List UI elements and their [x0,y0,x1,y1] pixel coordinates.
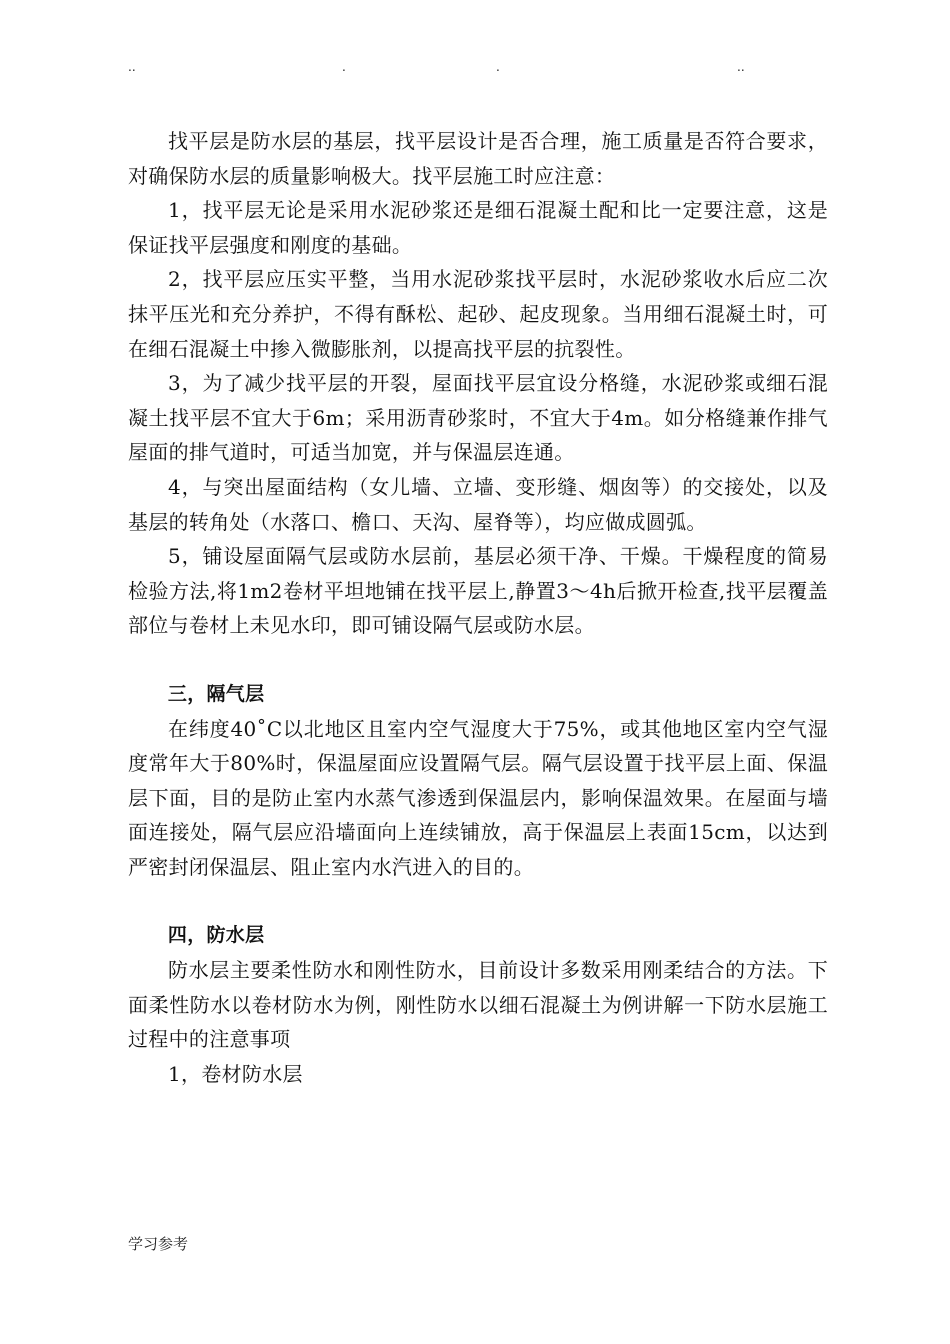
page-footer: 学习参考 [128,1235,189,1253]
paragraph-item-1: 1，找平层无论是采用水泥砂浆还是细石混凝土配和比一定要注意，这是保证找平层强度和刚度的基础。 [128,198,828,257]
header-mark-4: .. [737,60,745,74]
section-gap [128,884,828,918]
header-mark-2: . [342,60,346,74]
paragraph-item-5: 5，铺设屋面隔气层或防水层前，基层必须干净、干燥。干燥程度的简易检验方法,将1m2卷材平坦地铺在找平层上,静置3～4h后掀开检查,找平层覆盖部位与卷材上未见水印，即可铺设隔气层或防水层。 [128,544,828,638]
section-heading-waterproof-layer: 四，防水层 [167,924,265,947]
paragraph-item-4: 4，与突出屋面结构（女儿墙、立墙、变形缝、烟囱等）的交接处，以及基层的转角处（水落口、檐口、天沟、屋脊等），均应做成圆弧。 [128,474,828,534]
paragraph-item-2: 2，找平层应压实平整，当用水泥砂浆找平层时，水泥砂浆收水后应二次抹平压光和充分养护，不得有酥松、起砂、起皮现象。当用细石混凝土时，可在细石混凝土中掺入微膨胀剂，以提高找平层的抗裂性。 [128,267,828,361]
section-gap [128,643,828,677]
paragraph-item-3: 3，为了减少找平层的开裂，屋面找平层宜设分格缝，水泥砂浆或细石混凝土找平层不宜大于6m；采用沥青砂浆时，不宜大于4m。如分格缝兼作排气屋面的排气道时，可适当加宽，并与保温层连通。 [128,371,828,465]
paragraph-membrane-layer: 1，卷材防水层 [168,1061,303,1086]
document-body [128,124,828,1091]
header-mark-1: .. [128,60,136,74]
paragraph-vapor-barrier: 在纬度40˚C以北地区且室内空气湿度大于75%，或其他地区室内空气湿度常年大于80%时，保温屋面应设置隔气层。隔气层设置于找平层上面、保温层下面，目的是防止室内水蒸气渗透到保温层内，影响保温效果。在屋面与墙面连接处，隔气层应沿墙面向上连续铺放，高于保温层上表面15cm，以达到严密封闭保温层、阻止室内水汽进入的目的。 [128,716,828,879]
section-heading-vapor-barrier: 三，隔气层 [167,682,265,705]
paragraph-intro: 找平层是防水层的基层，找平层设计是否合理，施工质量是否符合要求，对确保防水层的质量影响极大。找平层施工时应注意： [128,129,828,188]
header-mark-3: . [496,60,500,74]
header-marks [0,60,950,80]
paragraph-waterproof-layer: 防水层主要柔性防水和刚性防水，目前设计多数采用刚柔结合的方法。下面柔性防水以卷材防水为例，刚性防水以细石混凝土为例讲解一下防水层施工过程中的注意事项 [128,958,828,1052]
